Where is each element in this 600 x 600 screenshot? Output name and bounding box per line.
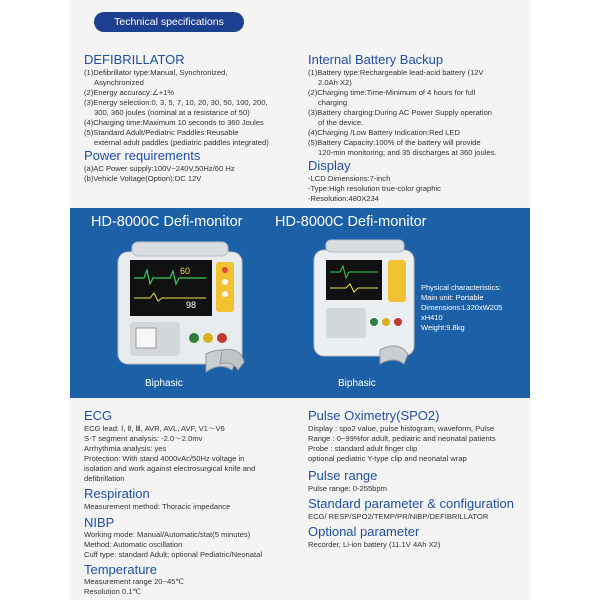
product-title-right: HD-8000C Defi-monitor: [275, 214, 427, 230]
nibp-heading: NIBP: [84, 515, 115, 530]
spec-line: Probe : standard adult finger clip: [308, 444, 418, 453]
power-list: [84, 164, 235, 184]
spec-line: ECG/ RESP/SPO2/TEMP/PR/NIBP/DEFIBRILLATOR: [308, 512, 489, 521]
product-title-left: HD-8000C Defi-monitor: [91, 214, 243, 230]
phys-line: Weight:9.8kg: [421, 323, 465, 332]
defibrillator-device-image-left: [110, 238, 250, 378]
spec-line: (5)Battery Capacity:100% of the battery will provide: [308, 138, 481, 147]
spec-line: (1)Battery type:Rechargeable lead-acid battery (12V: [308, 68, 484, 77]
spec-line: Recorder, Li-ion battery (11.1V 4Ah X2): [308, 540, 441, 549]
phys-line: Main unit: Portable: [421, 293, 484, 302]
spec-line: (3)Energy selection:0, 3, 5, 7, 10, 20, 30, 50, 100, 200,: [84, 98, 268, 107]
ecg-list: [84, 424, 255, 484]
spec-line: of the device.: [318, 118, 364, 127]
ecg-heading: ECG: [84, 408, 113, 423]
pulse-range-list: [308, 484, 387, 494]
pulse-range-heading: Pulse range: [308, 468, 378, 483]
phys-line: Physical characteristics:: [421, 283, 502, 292]
spec-line: Measurement range 20~45℃: [84, 577, 184, 586]
spec-line: Pulse range: 0-255bpm: [308, 484, 387, 493]
standard-config-list: [308, 512, 488, 522]
spec-line: external adult paddles (pediatric paddles integrated): [94, 138, 269, 147]
spec-line: (2)Charging time:Time-Minimum of 4 hours for full: [308, 88, 476, 97]
spec-line: -LCD Dimensions:7-inch: [308, 174, 391, 183]
phys-line: xH410: [421, 313, 443, 322]
spec-line: charging: [318, 98, 348, 107]
phys-line: Dimensions:L320xW205: [421, 303, 503, 312]
spec-line: (4)Charging time:Maximum 10 seconds to 360 Joules: [84, 118, 264, 127]
spec-line: (1)Defibrillator type:Manual, Synchronized,: [84, 68, 228, 77]
spec-line: (b)Vehicle Voltage(Option):DC 12V: [84, 174, 202, 183]
spec-line: ECG lead: Ⅰ, Ⅱ, Ⅲ, AVR, AVL, AVF, V1～V6: [84, 424, 225, 433]
spec-line: (4)Charging /Low Battery Indication:Red LED: [308, 128, 460, 137]
display-heading: Display: [308, 158, 351, 173]
spec-line: Display : spo2 value, pulse histogram, waveform, Pulse: [308, 424, 495, 433]
product-banner: [70, 208, 530, 398]
optional-parameter-list: [308, 540, 440, 550]
standard-config-heading: Standard parameter & configuration: [308, 496, 514, 511]
spec-line: Arrhythmia analysis: yes: [84, 444, 167, 453]
spec-line: Range : 0~99%for adult, pediatric and neonatal patients: [308, 434, 496, 443]
spec-line: (5)Standard Adult/Pediatric Paddles:Reusable: [84, 128, 239, 137]
spec-line: (2)Energy accuracy:∠+1%: [84, 88, 175, 97]
battery-heading: Internal Battery Backup: [308, 52, 444, 67]
screen-hr-value: 60: [180, 266, 191, 276]
caption-right: Biphasic: [338, 378, 376, 389]
screen-spo2-value: 98: [186, 300, 197, 310]
spec-line: Cuff type: standard Adult; optional Pediatric/Neonatal: [84, 550, 263, 559]
nibp-list: [84, 530, 262, 560]
respiration-list: [84, 502, 230, 512]
spec-line: -Resolution:480X234: [308, 194, 379, 203]
spec-line: isolation and work against electrosurgical knife and: [84, 464, 256, 473]
spec-line: (a)AC Power supply:100V~240V,50Hz/60 Hz: [84, 164, 235, 173]
temperature-list: [84, 577, 184, 597]
spec-line: 120-min monitoring; and 35 discharges at 360 joules.: [318, 148, 497, 157]
spec-line: S-T segment analysis: -2.0～2.0mv: [84, 434, 203, 443]
spo2-list: [308, 424, 496, 464]
spec-line: -Type:High resolution true-color graphic: [308, 184, 441, 193]
battery-list: [308, 68, 497, 158]
spo2-heading: Pulse Oximetry(SPO2): [308, 408, 440, 423]
spec-line: (3)Battery charging:During AC Power Supply operation: [308, 108, 493, 117]
spec-line: 300, 360 joules (nominal at a resistance of 50): [94, 108, 250, 117]
spec-line: Resolution 0.1℃: [84, 587, 142, 596]
spec-line: Working mode: Manual/Automatic/stat(5 minutes): [84, 530, 251, 539]
defibrillator-list: [84, 68, 269, 148]
spec-line: optional pediatric Y-type clip and neonatal wrap: [308, 454, 467, 463]
physical-characteristics: [421, 283, 502, 333]
spec-line: Protection: With stand 4000vAc/50Hz voltage in: [84, 454, 245, 463]
spec-line: Measurement method: Thoracic impedance: [84, 502, 231, 511]
spec-line: Asynchronized: [94, 78, 144, 87]
caption-left: Biphasic: [145, 378, 183, 389]
spec-line: 2.0Ah X2): [318, 78, 352, 87]
defibrillator-device-image-right: [310, 238, 420, 378]
power-heading: Power requirements: [84, 148, 201, 163]
optional-parameter-heading: Optional parameter: [308, 524, 420, 539]
section-pill: Technical specifications: [94, 12, 244, 32]
display-list: [308, 174, 441, 204]
spec-line: defibrillation: [84, 474, 125, 483]
temperature-heading: Temperature: [84, 562, 157, 577]
respiration-heading: Respiration: [84, 486, 150, 501]
defibrillator-heading: DEFIBRILLATOR: [84, 52, 185, 67]
spec-line: Method: Automatic oscillation: [84, 540, 183, 549]
